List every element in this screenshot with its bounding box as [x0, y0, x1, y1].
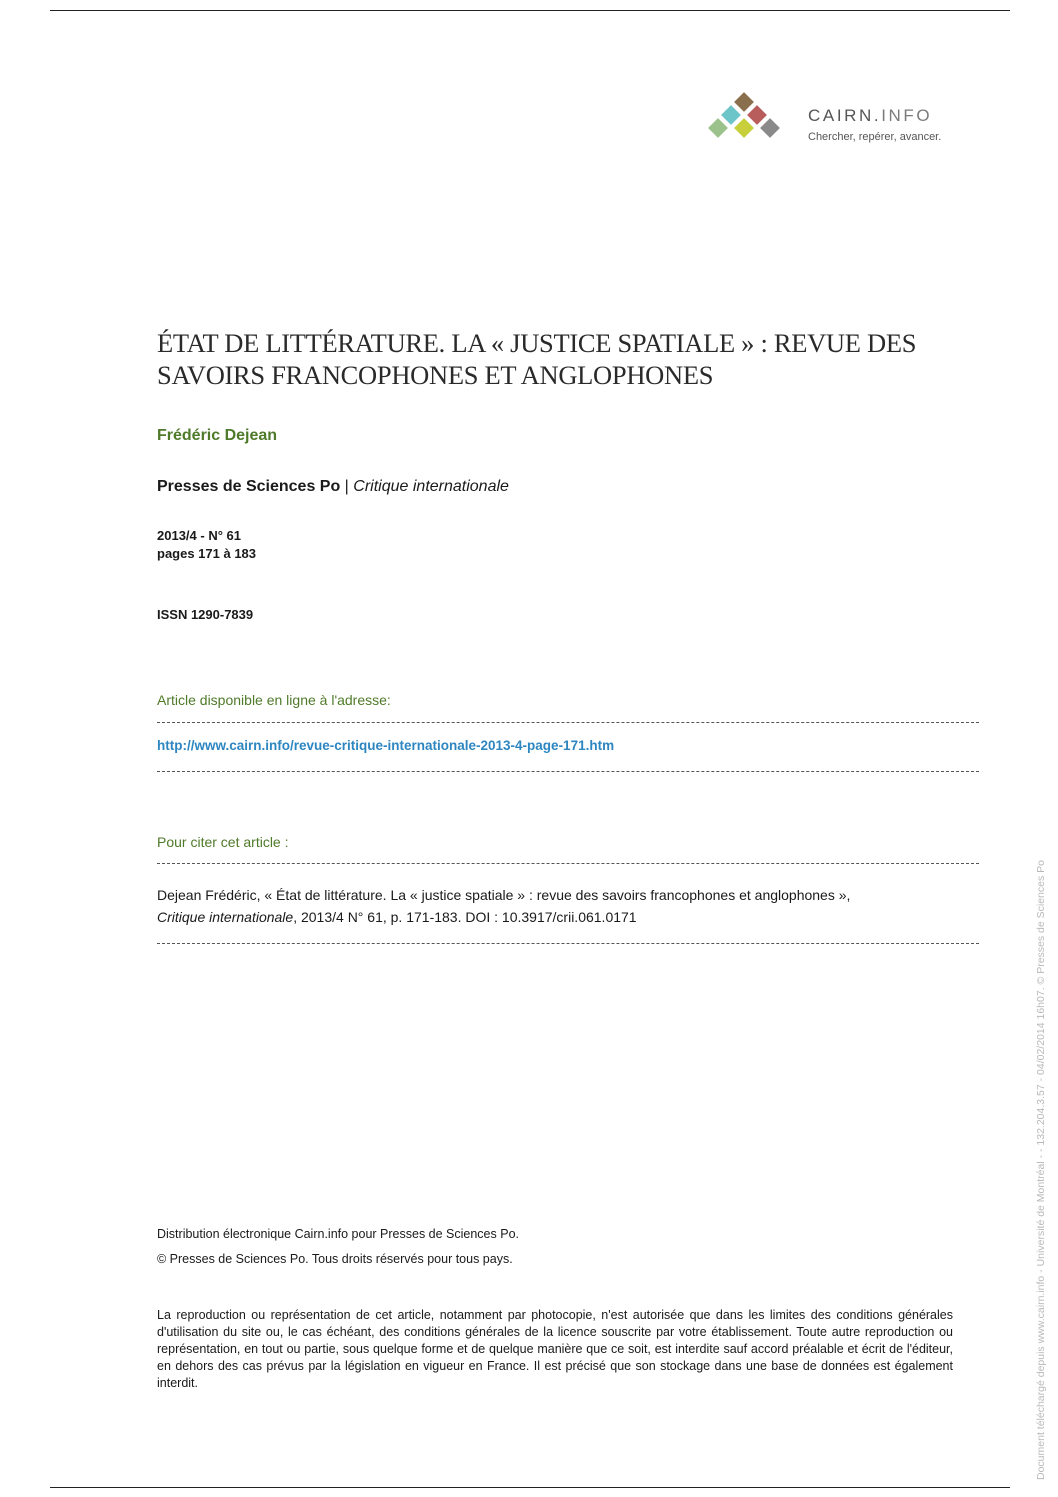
dashed-divider: [157, 722, 979, 723]
article-author: Frédéric Dejean: [157, 427, 278, 444]
dashed-divider: [157, 771, 979, 772]
online-label: Article disponible en ligne à l'adresse:: [157, 692, 391, 708]
article-url-link[interactable]: http://www.cairn.info/revue-critique-internationale-2013-4-page-171.htm: [157, 738, 615, 753]
bottom-rule: [50, 1487, 1010, 1488]
journal-name: Critique internationale: [353, 478, 509, 495]
publisher-line: [157, 478, 509, 496]
legal-notice: La reproduction ou représentation de cet article, notamment par photocopie, n'est autorisée que dans les limites des conditions générales d'utilisation du site ou, le cas échéant, des conditions générales de la licence souscrite par votre établissement. Toute autre reproduction ou représentation, en tout ou partie, sous quelque forme et de quelque manière que ce soit, est interdite sauf accord préalable et écrit de l'éditeur, en dehors des cas prévus par la législation en vigueur en France. Il est précisé que son stockage dans une base de données est également interdit.: [157, 1308, 953, 1390]
citation-line1: Dejean Frédéric, « État de littérature. La « justice spatiale » : revue des savoirs francophones et anglophones »,: [157, 887, 851, 903]
copyright-note: © Presses de Sciences Po. Tous droits réservés pour tous pays.: [157, 1252, 513, 1266]
publisher-separator: |: [340, 478, 354, 495]
logo-tile: [747, 105, 767, 125]
logo-tagline: Chercher, repérer, avancer.: [808, 131, 942, 143]
citation-line2: , 2013/4 N° 61, p. 171-183. DOI : 10.3917/crii.061.0171: [293, 909, 637, 925]
dashed-divider: [157, 863, 979, 864]
citation-journal: Critique internationale: [157, 909, 294, 925]
dashed-divider: [157, 943, 979, 944]
distribution-note: Distribution électronique Cairn.info pour Presses de Sciences Po.: [157, 1227, 519, 1241]
top-rule: [50, 10, 1010, 11]
logo-wordmark: CAIRN.INFO: [808, 106, 933, 125]
cairn-logo-icon: [708, 92, 818, 148]
download-watermark: Document téléchargé depuis www.cairn.info - Université de Montréal - - 132.204.3.57 - 04/02/2014 16h07. © Presses de Sciences Po: [1035, 860, 1047, 1480]
logo-tile: [734, 92, 754, 112]
logo-tile: [708, 118, 728, 138]
citation-text: [157, 884, 977, 928]
article-title: ÉTAT DE LITTÉRATURE. LA « JUSTICE SPATIALE » : REVUE DES SAVOIRS FRANCOPHONES ET ANGLOPHONES: [157, 328, 917, 390]
logo-tile: [760, 118, 780, 138]
page-range: pages 171 à 183: [157, 546, 257, 561]
logo-tile: [721, 105, 741, 125]
publisher-name: Presses de Sciences Po: [157, 478, 341, 495]
cite-label: Pour citer cet article :: [157, 834, 289, 850]
issue-number: 2013/4 - N° 61: [157, 528, 241, 543]
logo-tile: [734, 118, 754, 138]
issn: ISSN 1290-7839: [157, 607, 254, 622]
